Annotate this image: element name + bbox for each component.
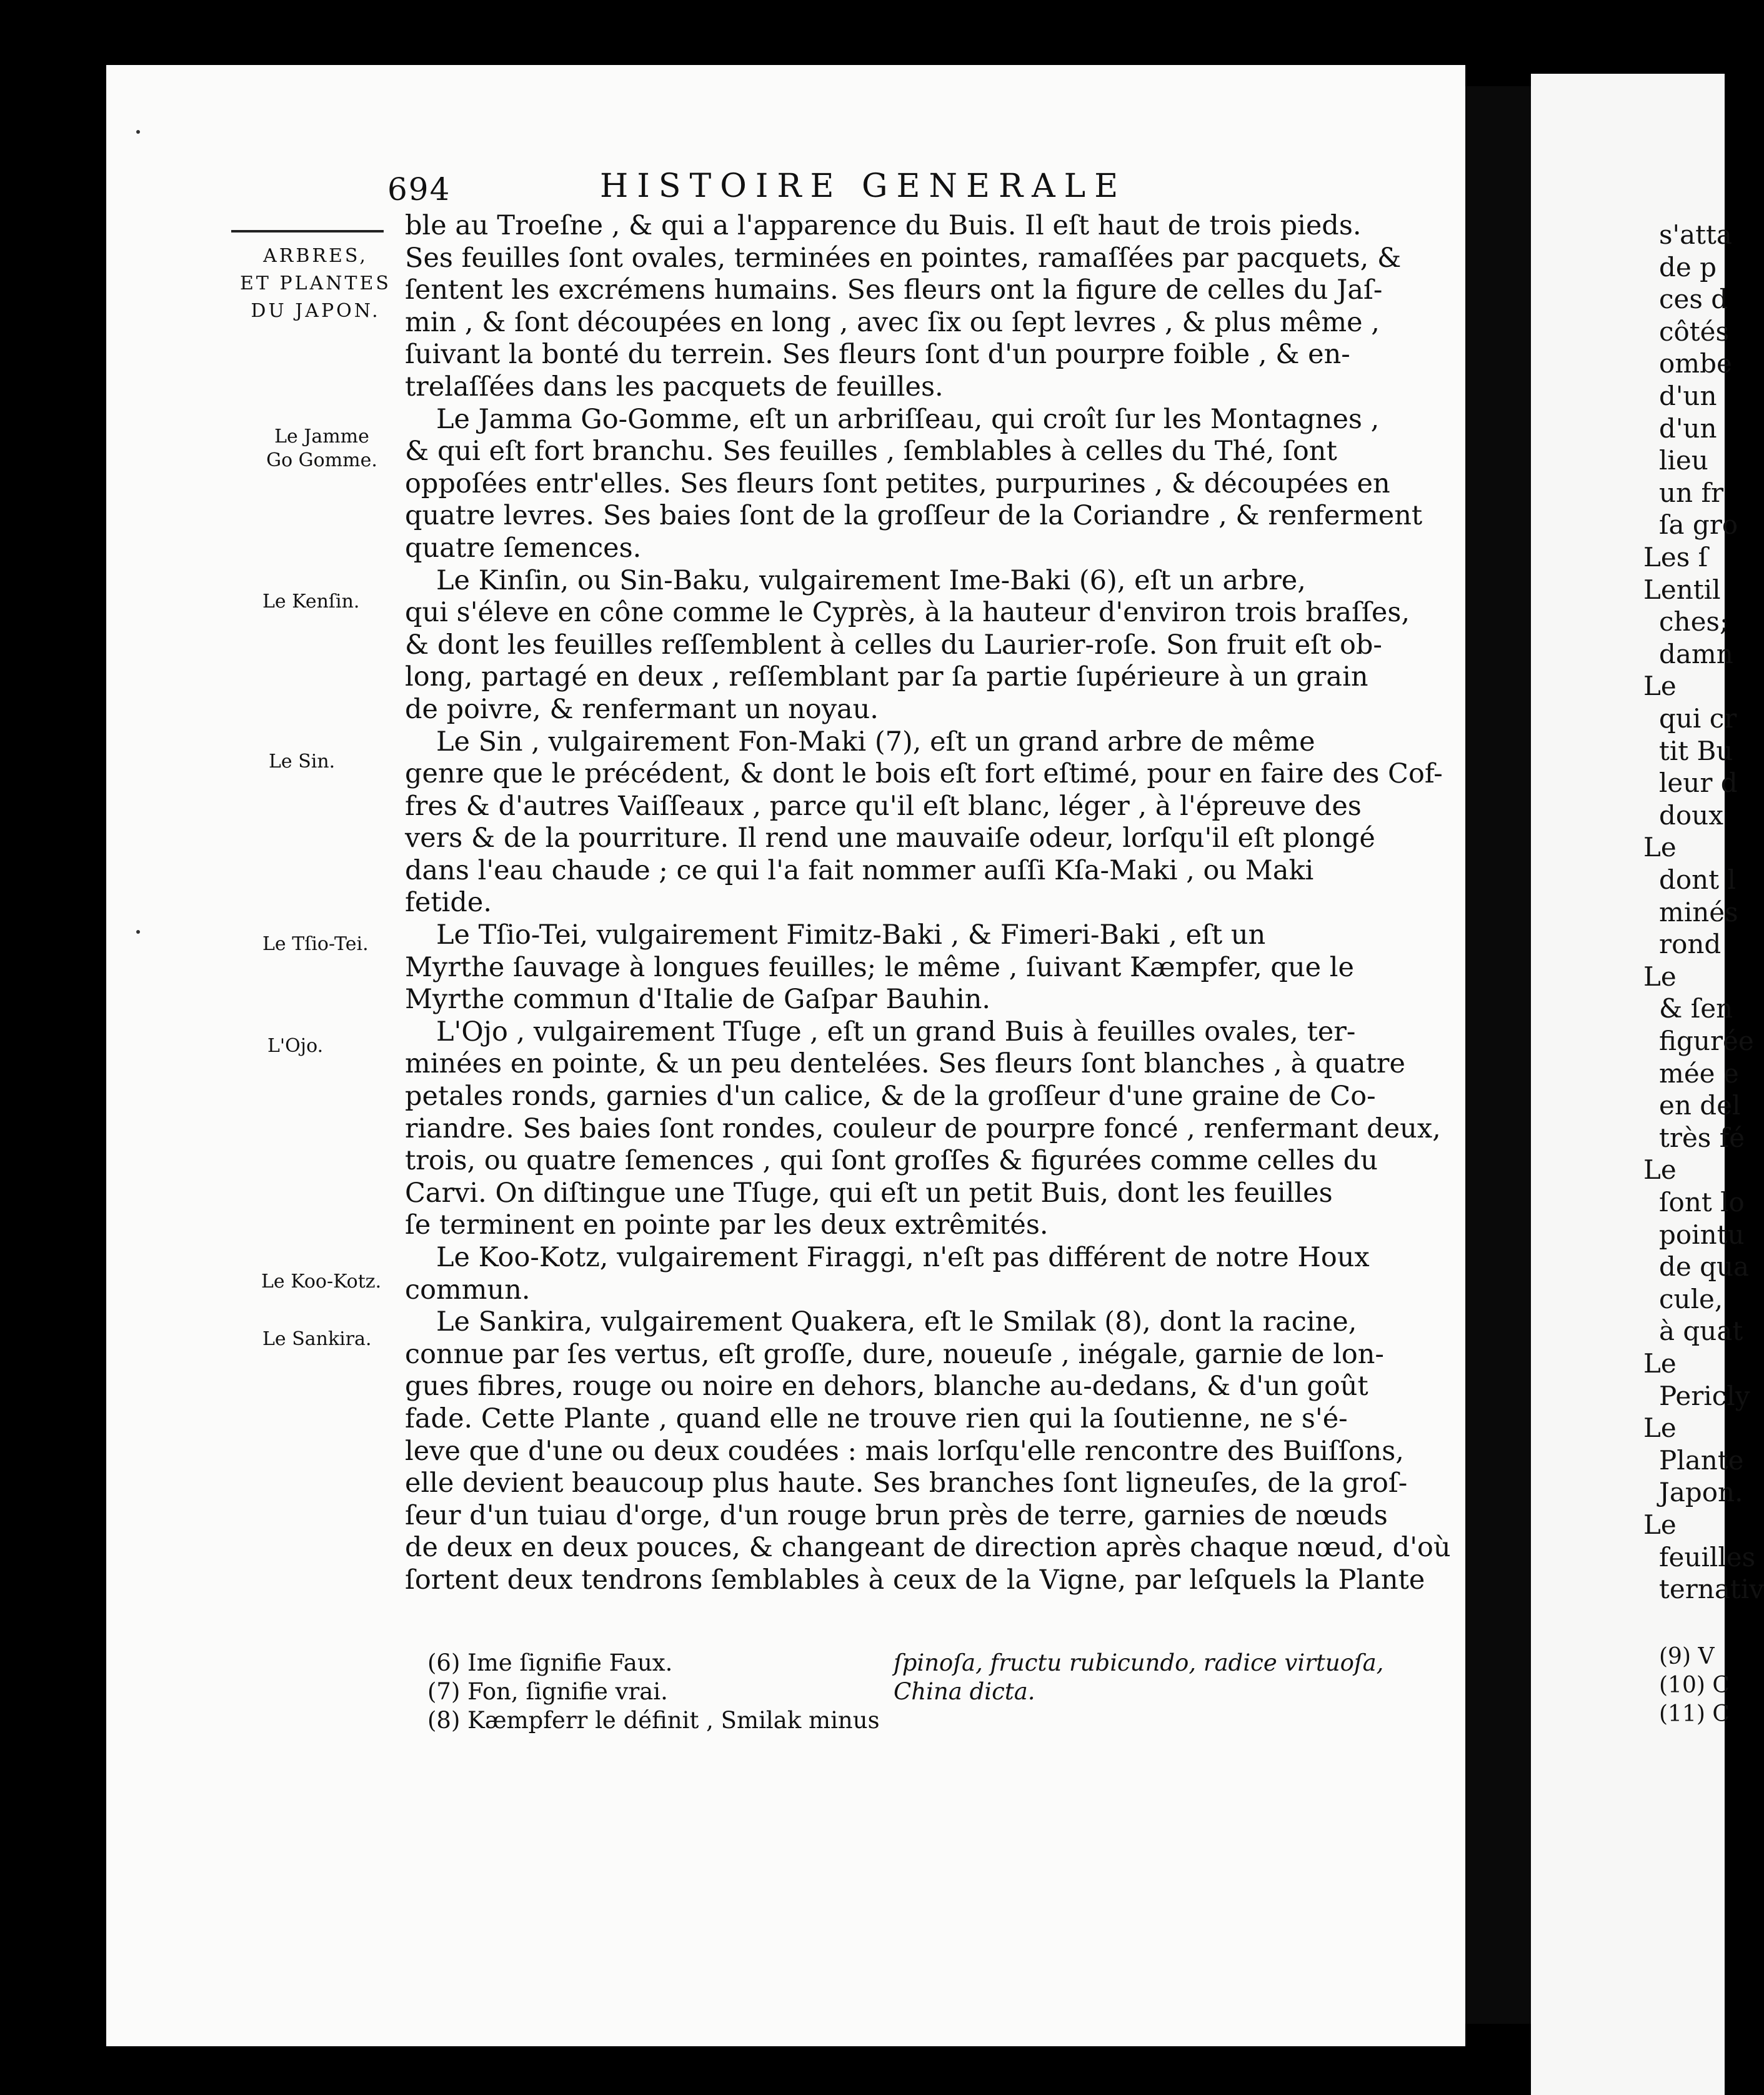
body-line: petales ronds, garnies d'un calice, & de la groſſeur d'une graine de Co-	[405, 1081, 1376, 1112]
footnote: (8) Kæmpferr le définit , Smilak minus	[427, 1707, 880, 1734]
facing-page-line: ces d	[1659, 284, 1728, 315]
body-line: trelaſſées dans les pacquets de feuilles.	[405, 371, 944, 402]
body-line: oppoſées entr'elles. Ses fleurs ſont petites, purpurines , & découpées en	[405, 468, 1390, 499]
body-line: quatre levres. Ses baies ſont de la groſſeur de la Coriandre , & renferment	[405, 500, 1423, 532]
body-line: Le Koo-Kotz, vulgairement Firaggi, n'eſt pas différent de notre Houx	[436, 1242, 1370, 1273]
facing-page-line: rond	[1659, 929, 1722, 960]
speck	[136, 930, 140, 934]
body-line: fetide.	[405, 887, 492, 919]
body-line: Myrthe commun d'Italie de Gaſpar Bauhin.	[405, 984, 991, 1016]
facing-page-line: d'un	[1659, 381, 1717, 411]
body-line: & qui eſt fort branchu. Ses feuilles , ſemblables à celles du Thé, ſont	[405, 436, 1337, 468]
facing-page-line: un fr	[1659, 477, 1724, 508]
facing-page-line: Le	[1643, 1154, 1677, 1186]
margin-note-line: Go Gomme.	[266, 449, 377, 471]
body-line: L'Ojo , vulgairement Tſuge , eſt un grand Buis à feuilles ovales, ter-	[436, 1016, 1356, 1048]
body-line: quatre ſemences.	[405, 532, 642, 564]
facing-page-line: qui cr	[1659, 703, 1737, 734]
facing-page-line: Le	[1643, 832, 1677, 863]
body-line: long, partagé en deux , reſſemblant par ſa partie ſupérieure à un grain	[405, 661, 1368, 693]
margin-heading-line: ARBRES,	[263, 245, 368, 267]
body-line: Myrthe ſauvage à longues feuilles; le même , ſuivant Kæmpfer, que le	[405, 951, 1354, 983]
margin-note-kensin: Le Kenſin.	[262, 591, 360, 612]
margin-note-line: Le Jamme	[274, 426, 369, 448]
facing-page-line: Le	[1643, 1509, 1677, 1540]
margin-heading	[237, 242, 394, 325]
body-line: min , & ſont découpées en long , avec ſix ou ſept levres , & plus même ,	[405, 306, 1380, 338]
facing-page-note: (11) C	[1659, 1701, 1730, 1727]
body-line: minées en pointe, & un peu dentelées. Ses fleurs ſont blanches , à quatre	[405, 1048, 1405, 1080]
facing-page-line: pointu	[1659, 1219, 1745, 1250]
body-line: elle devient beaucoup plus haute. Ses branches ſont ligneuſes, de la groſ-	[405, 1468, 1408, 1499]
body-line: trois, ou quatre ſemences , qui ſont groſſes & figurées comme celles du	[405, 1145, 1378, 1177]
speck	[136, 130, 140, 134]
facing-page-line: figurée	[1659, 1026, 1754, 1056]
facing-page-line: leur d	[1659, 768, 1738, 799]
footnotes-right	[894, 1649, 1383, 1706]
margin-note-sankira: Le Sankira.	[262, 1328, 372, 1350]
facing-page-line: damn	[1659, 638, 1733, 669]
facing-page-line: tit Bu	[1659, 735, 1733, 766]
facing-page-line: Japon.	[1659, 1477, 1743, 1508]
body-line: Le Tſio-Tei, vulgairement Fimitz-Baki , & Fimeri-Baki , eſt un	[436, 919, 1266, 951]
body-line: dans l'eau chaude ; ce qui l'a fait nommer auſſi Kſa-Maki , ou Maki	[405, 854, 1314, 886]
footnote: (7) Fon, ſignifie vrai.	[427, 1678, 668, 1705]
body-line: riandre. Ses baies ſont rondes, couleur de pourpre foncé , renfermant deux,	[405, 1112, 1441, 1144]
facing-page-line: Pericly	[1659, 1380, 1750, 1411]
facing-page-line: d'un	[1659, 412, 1717, 444]
body-line: & dont les feuilles reſſemblent à celles du Laurier-roſe. Son fruit eſt ob-	[405, 629, 1382, 661]
body-line: leve que d'une ou deux coudées : mais lorſqu'elle rencontre des Buiſſons,	[405, 1435, 1404, 1467]
body-line: commun.	[405, 1274, 531, 1306]
facing-page-line: très fé	[1659, 1122, 1745, 1153]
facing-page-line: cule,	[1659, 1283, 1723, 1314]
body-line: de deux en deux pouces, & changeant de direction après chaque nœud, d'où	[405, 1532, 1451, 1564]
margin-note-jamma	[250, 425, 394, 472]
facing-page-line: ches;	[1659, 606, 1729, 638]
facing-page-line: de qua	[1659, 1251, 1750, 1282]
margin-note-kookotz: Le Koo-Kotz.	[261, 1271, 382, 1292]
facing-page-line: & ſen	[1659, 993, 1733, 1024]
body-line: fade. Cette Plante , quand elle ne trouve rien qui la ſoutienne, ne s'é-	[405, 1402, 1348, 1434]
margin-heading-line: ET PLANTES	[240, 272, 391, 294]
body-line: ble au Troeſne , & qui a l'apparence du Buis. Il eſt haut de trois pieds.	[405, 210, 1362, 241]
facing-page-line: s'atta	[1659, 219, 1732, 250]
body-line: Le Sin , vulgairement Fon-Maki (7), eſt un grand arbre de même	[436, 726, 1315, 758]
body-line: Ses feuilles ſont ovales, terminées en pointes, ramaſſées par pacquets, &	[405, 242, 1402, 274]
body-line: genre que le précédent, & dont le bois eſt fort eſtimé, pour en faire des Cof-	[405, 758, 1443, 790]
facing-page-line: doux	[1659, 799, 1723, 831]
facing-page-line: ombe	[1659, 348, 1732, 379]
body-text	[405, 210, 1451, 1597]
running-title: HISTOIRE GENERALE	[600, 168, 1127, 205]
body-line: de poivre, & renfermant un noyau.	[405, 693, 879, 725]
body-line: ſeur d'un tuiau d'orge, d'un rouge brun près de terre, garnies de nœuds	[405, 1499, 1388, 1531]
facing-page-line: feuilles	[1659, 1541, 1756, 1572]
facing-page-line: ſont lo	[1659, 1187, 1745, 1218]
body-line: gues fibres, rouge ou noire en dehors, blanche au-dedans, & d'un goût	[405, 1371, 1368, 1402]
margin-heading-line: DU JAPON.	[251, 300, 381, 322]
footnotes-left	[427, 1649, 880, 1735]
facing-page-line: Le	[1643, 1412, 1677, 1444]
facing-page-line: lieu	[1659, 445, 1708, 476]
body-line: Le Sankira, vulgairement Quakera, eſt le Smilak (8), dont la racine,	[436, 1306, 1357, 1338]
facing-page-line: dont l	[1659, 864, 1736, 895]
margin-rule	[231, 230, 384, 232]
facing-page-line: côtés	[1659, 316, 1730, 347]
body-line: connue par ſes vertus, eſt groſſe, dure, noueuſe , inégale, garnie de lon-	[405, 1338, 1384, 1370]
footnote: ſpinoſa, fructu rubicundo, radice virtuoſa,	[894, 1649, 1384, 1676]
facing-page-note: (10) C	[1659, 1672, 1730, 1698]
body-line: Carvi. On diſtingue une Tſuge, qui eſt un petit Buis, dont les feuilles	[405, 1177, 1333, 1209]
margin-note-ojo: L'Ojo.	[267, 1035, 324, 1057]
margin-note-sin: Le Sin.	[269, 751, 336, 772]
facing-page-line: minés	[1659, 896, 1738, 928]
facing-page-line: à quat	[1659, 1316, 1743, 1347]
facing-page-line: Le	[1643, 671, 1677, 702]
footnote: (6) Ime ſignifie Faux.	[427, 1649, 673, 1676]
margin-note-tsio: Le Tſio-Tei.	[262, 933, 369, 955]
page-number: 694	[387, 171, 451, 208]
facing-page-note: (9) V	[1659, 1644, 1715, 1669]
body-line: Le Kinſin, ou Sin-Baku, vulgairement Ime-Baki (6), eſt un arbre,	[436, 564, 1306, 596]
facing-page-line: Plante	[1659, 1444, 1744, 1476]
body-line: ſuivant la bonté du terrein. Ses fleurs ſont d'un pourpre foible , & en-	[405, 339, 1350, 371]
body-line: qui s'éleve en cône comme le Cyprès, à la hauteur d'environ trois braſſes,	[405, 597, 1410, 629]
facing-page-line: de p	[1659, 251, 1717, 282]
footnote: China dicta.	[894, 1678, 1035, 1705]
body-line: Le Jamma Go-Gomme, eſt un arbriſſeau, qui croît ſur les Montagnes ,	[436, 403, 1380, 435]
book-gutter	[1465, 86, 1531, 2024]
body-line: ſentent les excrémens humains. Ses fleurs ont la figure de celles du Jaſ-	[405, 274, 1383, 306]
facing-page-line: Le	[1643, 1348, 1677, 1379]
facing-page-line: ternativ	[1659, 1574, 1764, 1605]
facing-page-line: ſa gro	[1659, 509, 1738, 541]
body-line: fres & d'autres Vaiſſeaux , parce qu'il eſt blanc, léger , à l'épreuve des	[405, 790, 1362, 822]
body-line: ſe terminent en pointe par les deux extrêmités.	[405, 1209, 1049, 1241]
facing-page-line: mée e	[1659, 1058, 1739, 1089]
facing-page-line: Lentil	[1643, 574, 1721, 605]
facing-page-line: en del	[1659, 1090, 1741, 1121]
body-line: ſortent deux tendrons ſemblables à ceux de la Vigne, par leſquels la Plante	[405, 1564, 1425, 1596]
body-line: vers & de la pourriture. Il rend une mauvaiſe odeur, lorſqu'il eſt plongé	[405, 822, 1375, 854]
facing-page-line: Les ſ	[1643, 542, 1708, 572]
facing-page-line: Le	[1643, 961, 1677, 992]
